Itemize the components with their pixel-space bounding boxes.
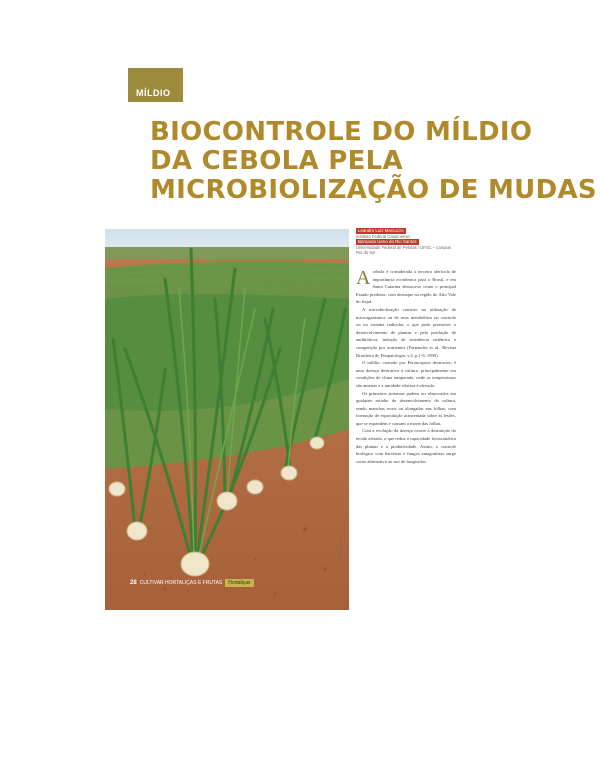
title-line: BIOCONTROLE DO MÍLDIO <box>150 117 533 147</box>
photo-credit: Foto: Marcuzzo <box>338 537 343 565</box>
page-footer <box>130 579 254 587</box>
author-name: Leandro Luiz Marcuzzo <box>358 228 404 233</box>
paragraph: Com a evolução da doença ocorre a destruição do tecido afetado, o que reduz a capacidade fotossintética das plantas e a produtividade. Assim, o controle biológico com bactérias e fungos antagonistas surge como alternativa ao uso de fungicidas. <box>356 428 456 464</box>
footer-tag: Hortaliças <box>225 579 253 587</box>
title-line: MICROBIOLIZAÇÃO DE MUDAS <box>150 175 597 205</box>
paragraph: A microbiolização consiste na utilização de microrganismos ou de seus metabólitos no controle ou no sistema radicular, o que pode promover o desenvolvimento de plantas e pela produção de antibióticos, indução de resistência sistêmica e competição por nutrientes (Fernandes et al., Revista Brasileira de Fitopatologia, v.4, p.1-9, 1990). <box>356 306 456 358</box>
author-affiliation: Instituto Federal Catarinense <box>356 233 410 239</box>
magazine-name: CULTIVAR HORTALIÇAS E FRUTAS <box>139 580 223 586</box>
paragraph-text: cebola é considerada a terceira olerícola de importância econômica para o Brasil, e em Santa Catarina destaca-se como o principal Estado produtor, com destaque na região do Alto Vale do Itajaí. <box>356 269 456 305</box>
page-number: 28 <box>130 580 137 586</box>
section-label: MÍLDIO <box>136 88 171 98</box>
article-body <box>356 268 456 465</box>
onion-field-photo <box>105 229 349 610</box>
paragraph <box>356 268 456 306</box>
article-title <box>150 117 597 205</box>
title-line: DA CEBOLA PELA <box>150 146 403 176</box>
drop-cap: A <box>356 267 371 289</box>
paragraph: Os primeiros sintomas podem ser observados em qualquer estádio de desenvolvimento da cultura, sendo manchas ovais ou alongadas nas folhas, com formação de esporulação acinzentada sobre as lesões, que se expandem e causam a morte das folhas. <box>356 390 456 426</box>
author-name: Bernardo Ueno do Rio Santos <box>358 239 417 245</box>
author-block <box>356 228 456 256</box>
author-affiliation: Universidade Federal de Pelotas / UFSC – campus Rio do Sul <box>356 244 451 256</box>
paragraph: O míldio, causado por Peronospora destructor, é uma doença destrutiva à cultura, principalmente em condições de clima temperado, onde as temperaturas são amenas e a umidade relativa é elevada. <box>356 360 456 388</box>
section-tag <box>128 68 183 102</box>
